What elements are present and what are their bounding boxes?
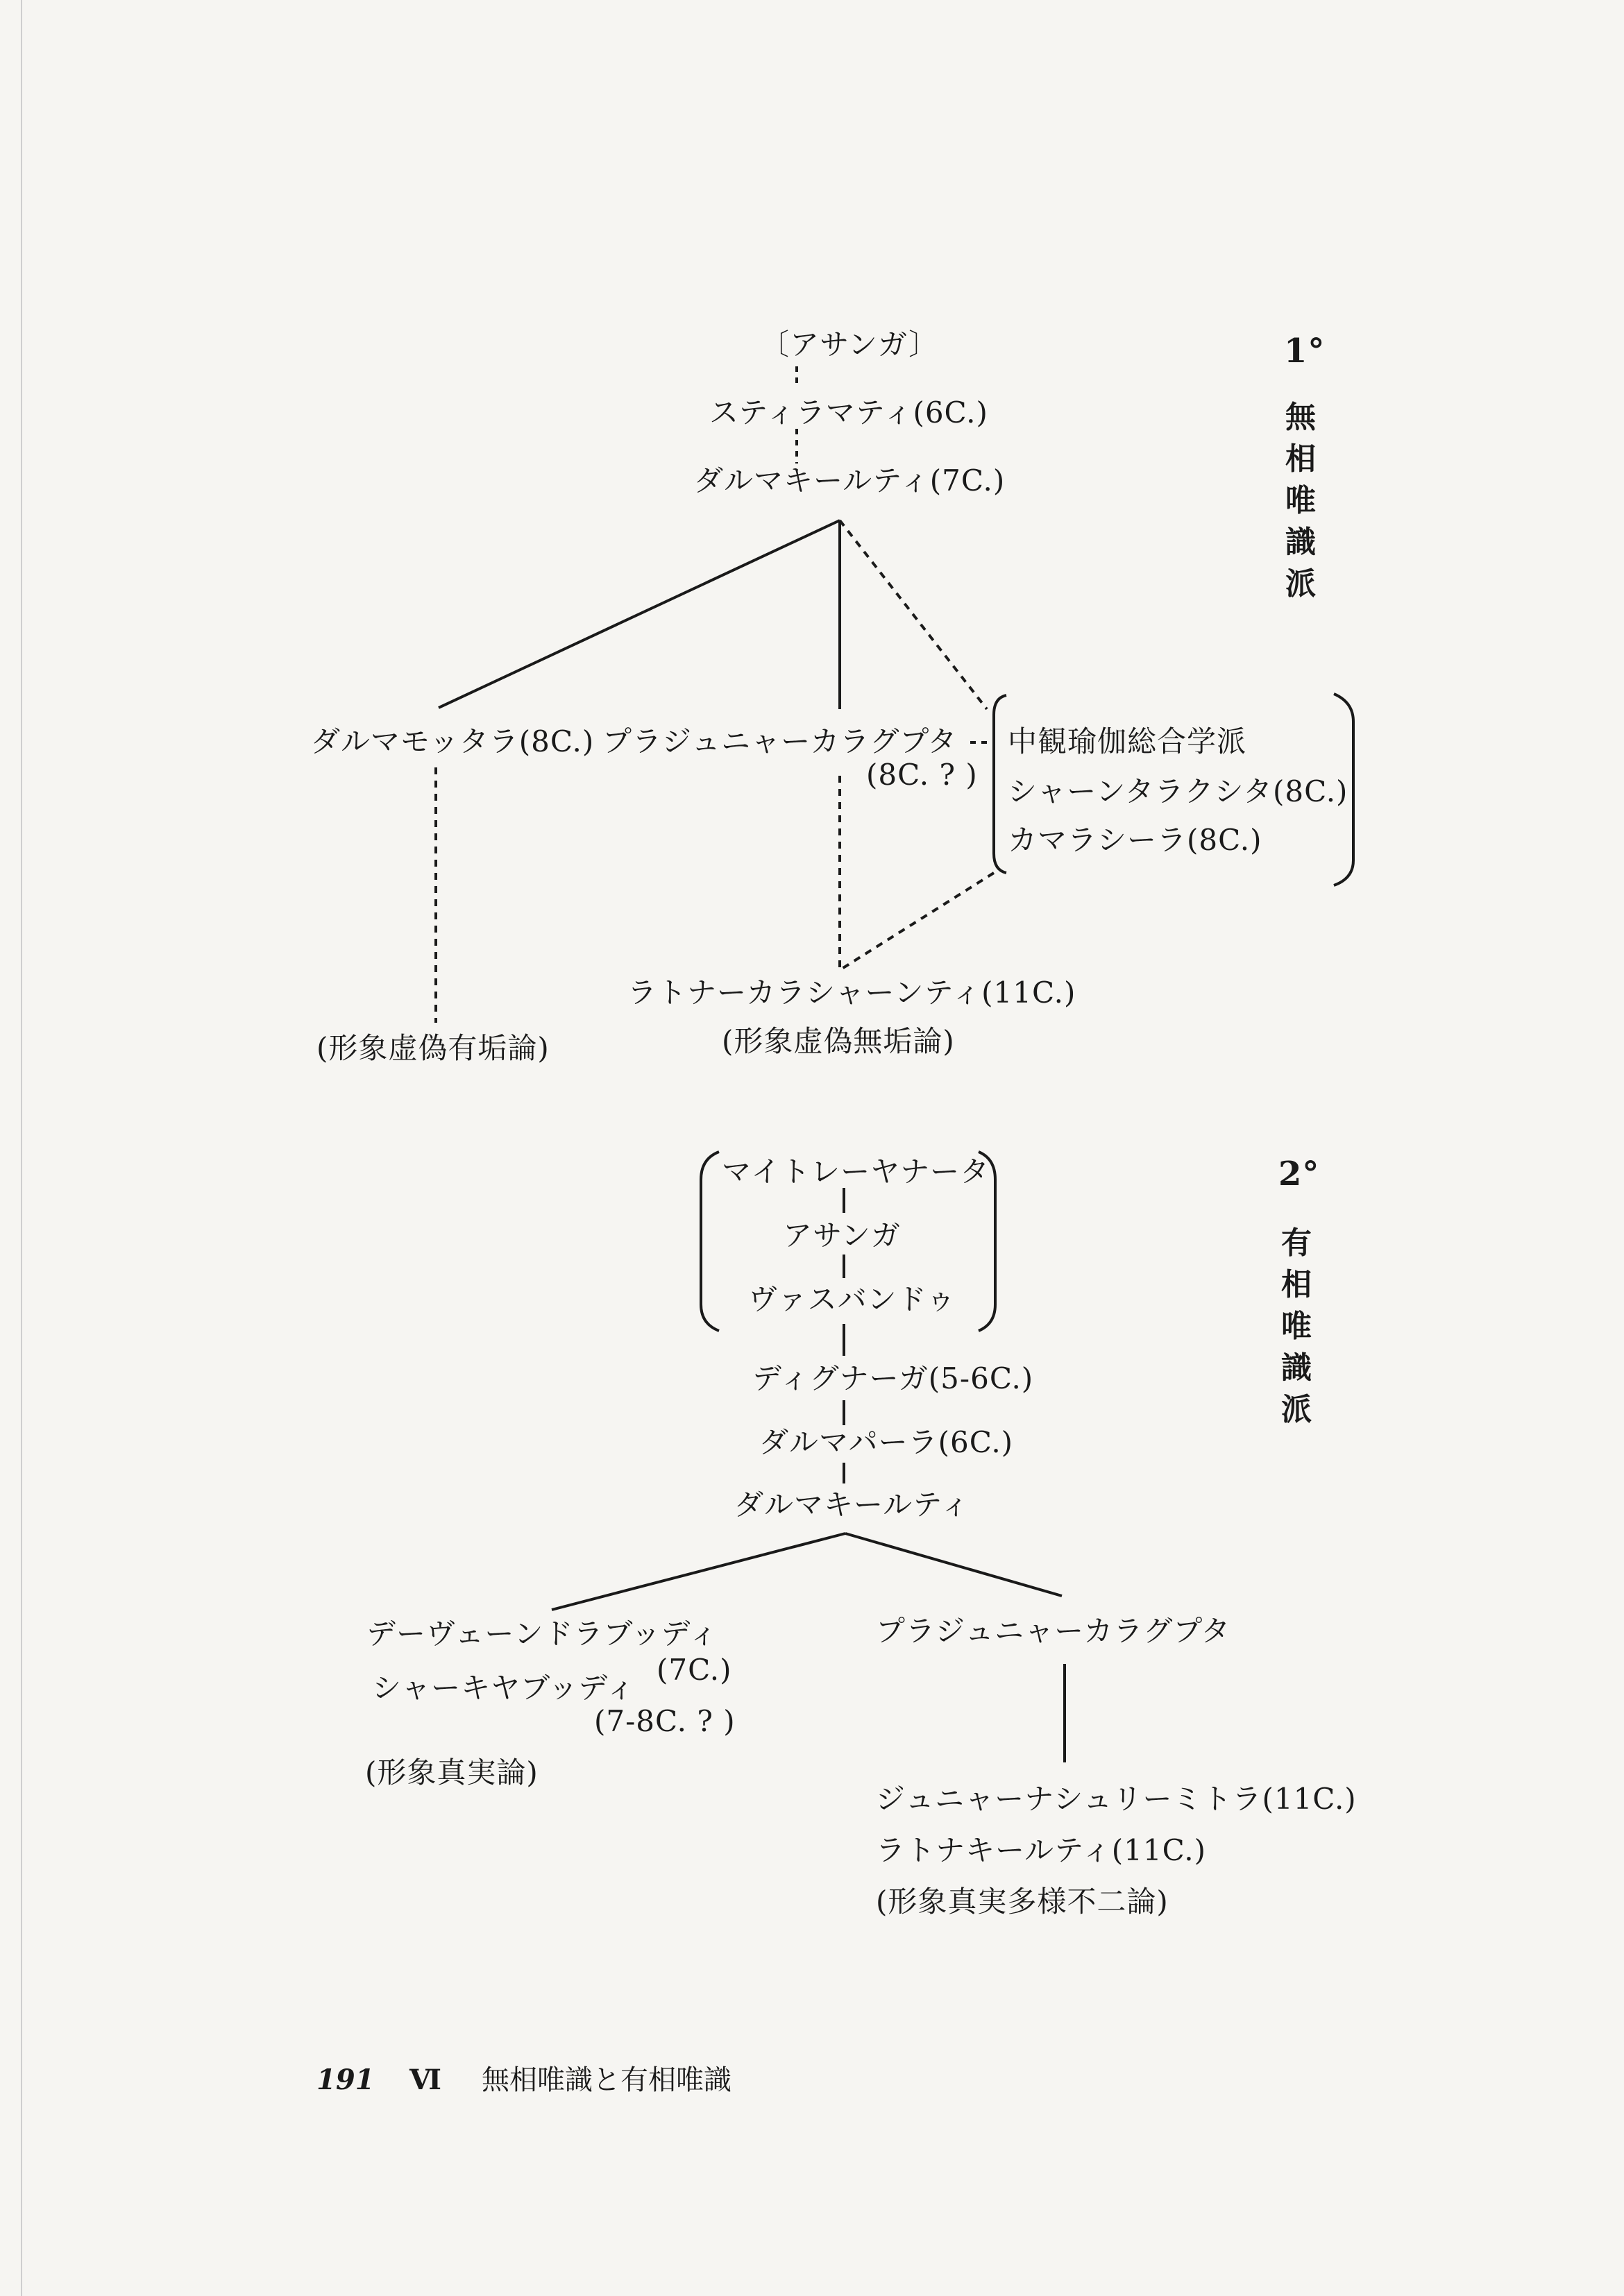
page-margin-line <box>21 0 22 2296</box>
bracket-founders-left <box>701 1152 719 1331</box>
s1-title-char: 識 <box>1285 525 1316 560</box>
s1-section-number: 1° <box>1284 332 1326 371</box>
s2-title-char: 相 <box>1281 1267 1312 1302</box>
s1-doctrine-nirmala: (形象虚偽無垢論) <box>722 1024 955 1058</box>
line-dharmakirti-dharmottara <box>439 520 840 708</box>
s2-jnanasrimitra: ジュニャーナシュリーミトラ(11C.) <box>876 1782 1357 1816</box>
s1-kamalasila: カマラシーラ(8C.) <box>1008 823 1262 857</box>
s1-madhyamaka-school: 中観瑜伽総合学派 <box>1008 724 1247 758</box>
s2-devendrabuddhi: デーヴェーンドラブッディ <box>366 1617 719 1651</box>
line-dharmakirti-school <box>840 520 987 709</box>
s2-dharmapala: ダルマパーラ(6C.) <box>759 1425 1014 1459</box>
s1-title-char: 相 <box>1285 441 1316 477</box>
s1-prajnakaragupta: プラジュニャーカラグプタ <box>602 724 958 758</box>
s1-title-char: 唯 <box>1285 483 1316 518</box>
s2-doctrine-citradvaita: (形象真実多様不二論) <box>876 1885 1169 1919</box>
s2-title-char: 識 <box>1281 1350 1312 1386</box>
s1-section-title <box>1280 397 1321 605</box>
s2-section-title <box>1276 1223 1317 1431</box>
line-dharmakirti-devendrabuddhi <box>552 1533 845 1610</box>
s2-devendrabuddhi-date: (7C.) <box>657 1653 732 1687</box>
s2-sakyabuddhi-date: (7-8C. ? ) <box>594 1704 736 1738</box>
s2-ratnakirti: ラトナキールティ(11C.) <box>876 1833 1207 1867</box>
s2-dignaga: ディグナーガ(5-6C.) <box>752 1361 1034 1395</box>
s1-doctrine-samala: (形象虚偽有垢論) <box>316 1031 550 1065</box>
line-dharmakirti-prajnakaragupta2 <box>845 1533 1062 1596</box>
s2-title-char: 有 <box>1281 1225 1312 1261</box>
s2-dharmakirti: ダルマキールティ <box>734 1488 970 1522</box>
s1-ratnakarasanti: ラトナーカラシャーンティ(11C.) <box>627 976 1076 1010</box>
s2-prajnakaragupta: プラジュニャーカラグプタ <box>876 1614 1231 1648</box>
s1-dharmottara: ダルマモッタラ(8C.) <box>311 724 595 758</box>
page-number: 191 <box>316 2064 375 2096</box>
chapter-title: 無相唯識と有相唯識 <box>482 2064 731 2096</box>
chapter-number: Ⅵ <box>409 2064 441 2096</box>
s2-vasubandhu: ヴァスバンドゥ <box>748 1282 956 1316</box>
s1-title-char: 無 <box>1285 400 1316 435</box>
s2-maitreyanatha: マイトレーヤナータ <box>722 1155 990 1189</box>
s2-section-number: 2° <box>1278 1155 1320 1193</box>
s2-sakyabuddhi: シャーキヤブッディ <box>372 1671 636 1705</box>
line-school-ratnakarasanti <box>840 873 994 970</box>
s2-title-char: 派 <box>1281 1392 1312 1427</box>
s1-prajnakaragupta-date: (8C. ? ) <box>866 758 978 792</box>
s1-title-char: 派 <box>1285 566 1316 602</box>
s1-asanga: 〔アサンガ〕 <box>760 328 939 362</box>
s2-title-char: 唯 <box>1281 1309 1312 1344</box>
s1-sthiramati: スティラマティ(6C.) <box>709 396 988 430</box>
s1-santaraksita: シャーンタラクシタ(8C.) <box>1008 774 1348 808</box>
s1-dharmakirti: ダルマキールティ(7C.) <box>694 464 1006 498</box>
s2-asanga: アサンガ <box>783 1218 901 1252</box>
s2-doctrine-satya: (形象真実論) <box>365 1755 539 1789</box>
bracket-school-left <box>994 695 1006 873</box>
